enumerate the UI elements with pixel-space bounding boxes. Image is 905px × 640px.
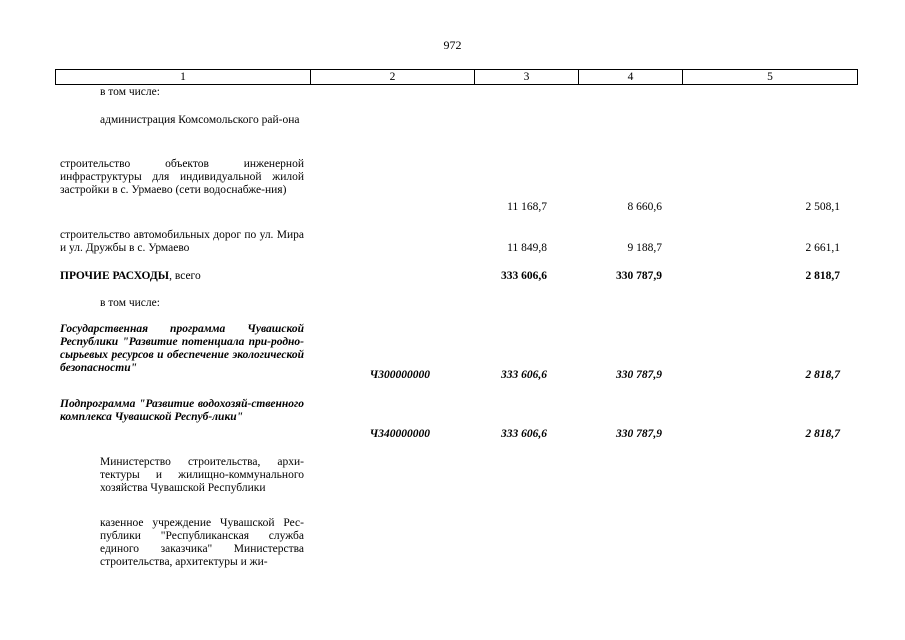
column-header-1: 1 xyxy=(56,70,311,85)
including-label: в том числе: xyxy=(100,86,160,98)
row-roads-col3: 11 849,8 xyxy=(507,242,547,254)
row-infra-name: строительство объектов инженерной инфраструктуры для индивидуальной жилой застройки в с. Урмаево (сети водоснабже-ния) xyxy=(60,158,304,196)
column-header-5: 5 xyxy=(683,70,858,85)
row-program-col5: 2 818,7 xyxy=(805,369,840,381)
row-ministry-name: Министерство строительства, архи-тектуры и жилищно-коммунального хозяйства Чувашской Республики xyxy=(100,456,304,494)
row-other-col5: 2 818,7 xyxy=(805,270,840,282)
row-subprogram-code: Ч340000000 xyxy=(369,428,430,440)
column-header-2: 2 xyxy=(311,70,475,85)
row-agency-name: казенное учреждение Чувашской Рес-публики "Республиканская служба единого заказчика" Министерства строительства, архитектуры и жи- xyxy=(100,517,304,568)
row-program-name: Государственная программа Чувашской Республики "Развитие потенциала при-родно-сырьевых ресурсов и обеспечение экологической безопасности" xyxy=(60,323,304,374)
including-label-2: в том числе: xyxy=(100,297,160,309)
row-subprogram-col5: 2 818,7 xyxy=(805,428,840,440)
row-subprogram-name: Подпрограмма "Развитие водохозяй-ственного комплекса Чувашской Респуб-лики" xyxy=(60,398,304,423)
row-infra-col3: 11 168,7 xyxy=(507,201,547,213)
row-infra-col4: 8 660,6 xyxy=(627,201,662,213)
row-other-col3: 333 606,6 xyxy=(501,270,547,282)
row-roads-col5: 2 661,1 xyxy=(805,242,840,254)
row-roads-name: строительство автомобильных дорог по ул. Мира и ул. Дружбы в с. Урмаево xyxy=(60,229,304,254)
row-other-col4: 330 787,9 xyxy=(616,270,662,282)
row-program-col4: 330 787,9 xyxy=(616,369,662,381)
row-subprogram-col3: 333 606,6 xyxy=(501,428,547,440)
column-header-3: 3 xyxy=(475,70,579,85)
row-other-name-rest: , всего xyxy=(169,270,201,282)
column-header-4: 4 xyxy=(579,70,683,85)
row-infra-col5: 2 508,1 xyxy=(805,201,840,213)
row-other-name xyxy=(60,270,201,283)
row-other-name-bold: ПРОЧИЕ РАСХОДЫ xyxy=(60,270,170,282)
page-number: 972 xyxy=(443,38,462,52)
row-admin-name: администрация Комсомольского рай-она xyxy=(100,114,300,126)
row-subprogram-col4: 330 787,9 xyxy=(616,428,662,440)
row-roads-col4: 9 188,7 xyxy=(627,242,662,254)
row-program-code: Ч300000000 xyxy=(369,369,430,381)
column-header-table xyxy=(55,69,858,85)
row-program-col3: 333 606,6 xyxy=(501,369,547,381)
